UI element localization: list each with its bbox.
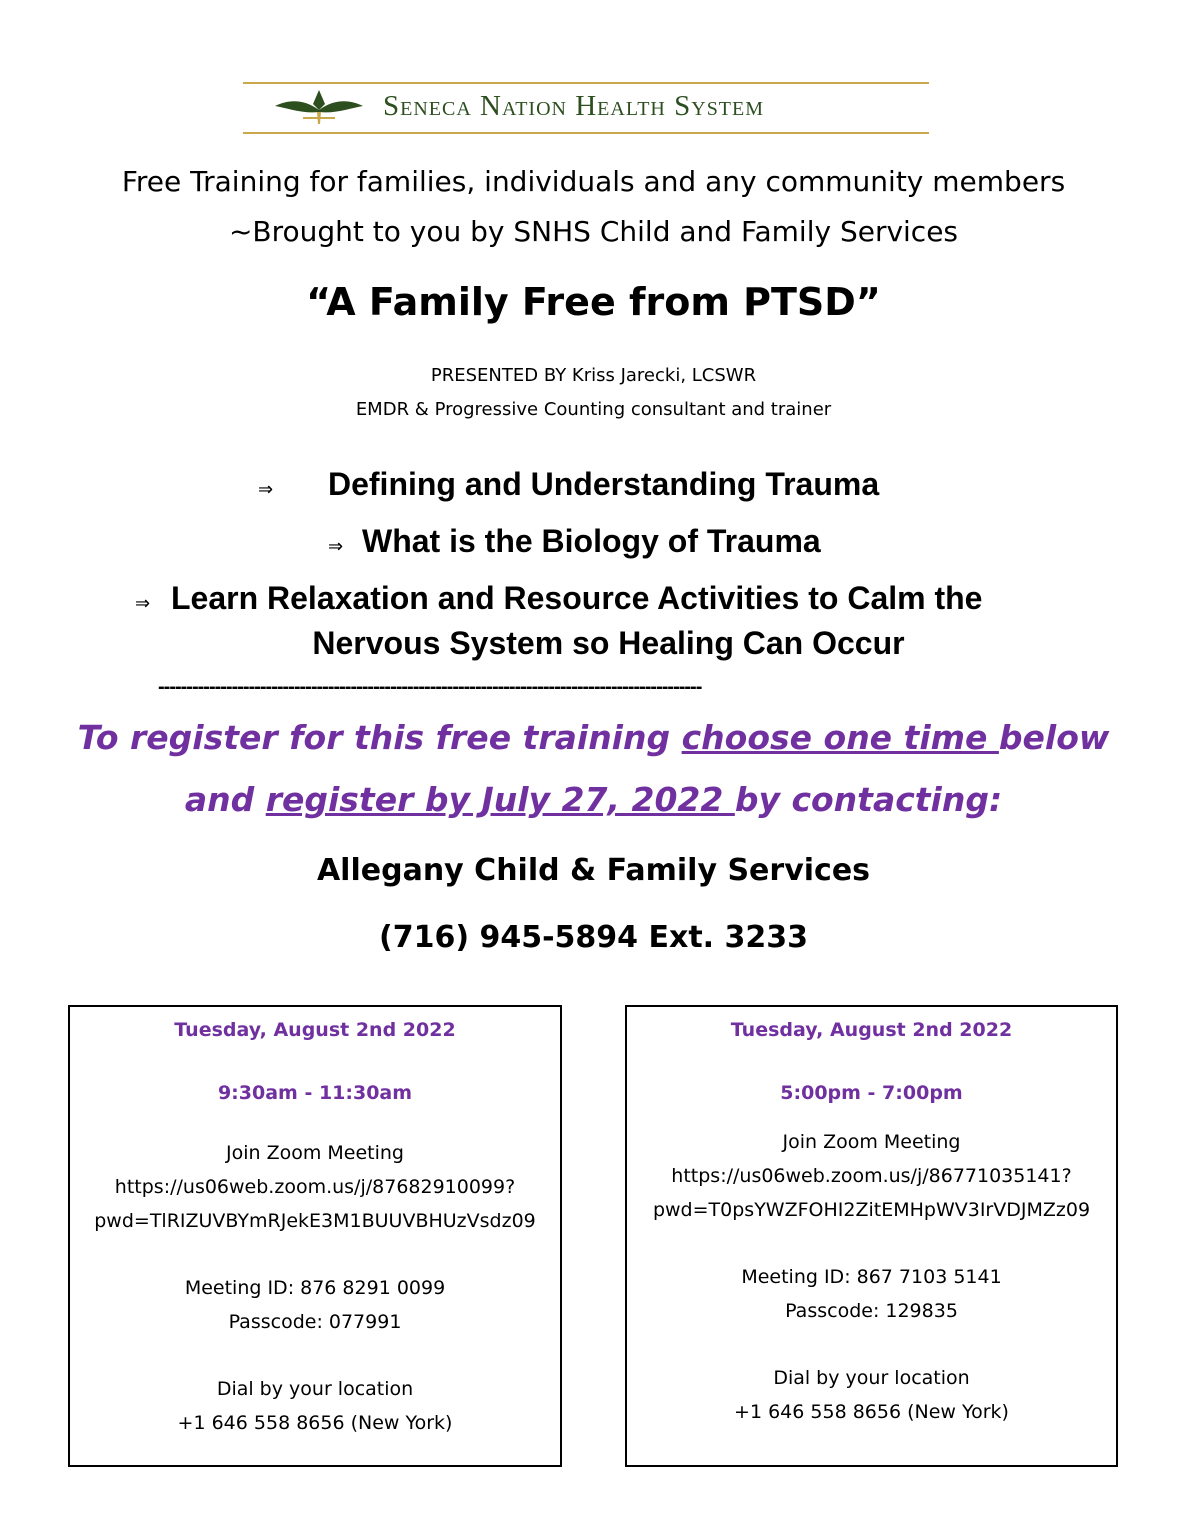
register-deadline: register by July 27, 2022	[265, 780, 735, 819]
dial-number: +1 646 558 8656 (New York)	[734, 1401, 1009, 1423]
meeting-id: Meeting ID: 867 7103 5141	[741, 1266, 1002, 1288]
passcode: Passcode: 077991	[228, 1311, 402, 1333]
arrow-icon: ⇒	[135, 593, 151, 614]
register-line-2	[0, 780, 1187, 819]
topic-text-2: What is the Biology of Trauma	[361, 523, 821, 559]
intro-line-1: Free Training for families, individuals and any community members	[121, 165, 1066, 198]
topic-text-3: Learn Relaxation and Resource Activities to Calm the	[170, 580, 983, 616]
org-name: Seneca Nation Health System	[383, 90, 765, 122]
logo-bottom-rule	[243, 132, 929, 134]
topic-text-3-cont: Nervous System so Healing Can Occur	[312, 625, 905, 661]
arrow-icon: ⇒	[258, 479, 274, 500]
meeting-id: Meeting ID: 876 8291 0099	[184, 1277, 446, 1299]
session-box-morning	[68, 1005, 562, 1467]
arrow-icon: ⇒	[328, 536, 344, 557]
register-text: and	[184, 780, 266, 819]
session-time: 9:30am - 11:30am	[217, 1082, 413, 1104]
session-box-evening	[625, 1005, 1118, 1467]
register-text: below	[998, 718, 1110, 757]
dashed-divider: ------------------------------------------------------------------------------------------------	[158, 676, 702, 698]
register-text: To register for this free training	[77, 718, 682, 757]
zoom-link-line-1[interactable]: https://us06web.zoom.us/j/86771035141?	[671, 1165, 1072, 1187]
presenter-line-2: EMDR & Progressive Counting consultant and trainer	[355, 399, 832, 420]
session-date: Tuesday, August 2nd 2022	[730, 1019, 1013, 1041]
header-logo	[243, 82, 929, 134]
dial-number: +1 646 558 8656 (New York)	[177, 1412, 453, 1434]
register-emphasis: choose one time	[681, 718, 999, 757]
session-time: 5:00pm - 7:00pm	[780, 1082, 963, 1104]
dial-label: Dial by your location	[773, 1367, 970, 1389]
topic-text-1: Defining and Understanding Trauma	[327, 466, 880, 502]
zoom-link-line-1[interactable]: https://us06web.zoom.us/j/87682910099?	[114, 1176, 516, 1198]
topic-item-2	[328, 523, 821, 560]
session-date: Tuesday, August 2nd 2022	[174, 1019, 456, 1041]
leaf-logo-icon	[273, 88, 365, 128]
logo-top-rule	[243, 82, 929, 84]
contact-phone: (716) 945-5894 Ext. 3233	[378, 920, 809, 955]
dial-label: Dial by your location	[216, 1378, 414, 1400]
register-text: by contacting:	[734, 780, 1003, 819]
passcode: Passcode: 129835	[785, 1300, 958, 1322]
topic-item-3	[135, 580, 982, 617]
join-label: Join Zoom Meeting	[782, 1131, 961, 1153]
event-title: “A Family Free from PTSD”	[306, 280, 881, 324]
zoom-link-line-2[interactable]: pwd=TlRIZUVBYmRJekE3M1BUUVBHUzVsdz09	[94, 1210, 536, 1232]
contact-name: Allegany Child & Family Services	[316, 853, 871, 888]
zoom-link-line-2[interactable]: pwd=T0psYWZFOHI2ZitEMHpWV3IrVDJMZz09	[652, 1199, 1091, 1221]
topic-item-1	[258, 466, 879, 503]
join-label: Join Zoom Meeting	[225, 1142, 404, 1164]
intro-line-2: ~Brought to you by SNHS Child and Family Services	[228, 215, 959, 248]
register-line-1	[0, 718, 1187, 757]
presenter-line-1: PRESENTED BY Kriss Jarecki, LCSWR	[430, 365, 757, 386]
